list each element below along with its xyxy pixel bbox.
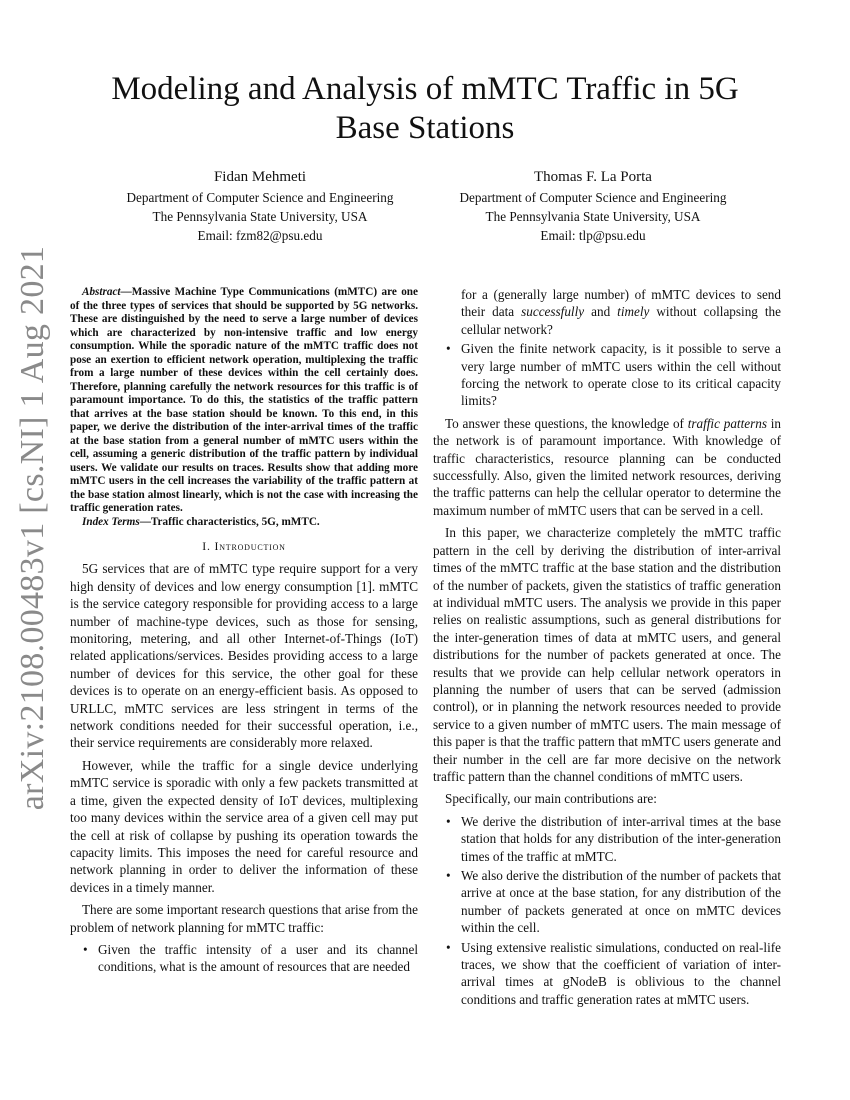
research-question-2: • Given the finite network capacity, is it possible to serve a very large number of mMTC users within the cell without forcing the network to operate close to its critical capacity limits? [461,340,781,410]
intro-paragraph-2: However, while the traffic for a single device underlying mMTC service is sporadic with only a few packets transmitted at a time, given the expected density of IoT devices, multiplexing too many devices within the service area of a given cell may put the cell at risk of collapse by pushing its operation towards the capacity limits. This imposes the need for careful resource and network planning in order to deliver the information of these devices in a timely manner. [70,757,418,895]
intro-paragraph-6: Specifically, our main contributions are: [445,791,657,807]
author-university: The Pennsylvania State University, USA [485,209,701,224]
intro-paragraph-3: There are some important research questions that arise from the problem of network planning for mMTC traffic: [70,902,418,935]
author-block-2 [428,166,758,245]
index-terms-label: Index Terms [82,515,140,528]
author-email: Email: fzm82@psu.edu [197,228,323,243]
author-university: The Pennsylvania State University, USA [152,209,368,224]
research-questions-list [70,941,418,976]
emphasis-successfully: successfully [521,304,585,320]
contributions-list [433,813,781,1008]
author-department: Department of Computer Science and Engineering [459,190,727,205]
left-column [70,286,418,981]
text-fragment: in the network is of paramount importance. With knowledge of traffic characteristics, resource planning can be conducted successfully. Also, given the limited network resources, deriving the traffic patterns can help the cellular operator to determine the maximum number of mMTC users that can be served in a cell. [433,415,782,518]
abstract [70,286,418,516]
index-terms-text: —Traffic characteristics, 5G, mMTC. [139,515,320,528]
author-email: Email: tlp@psu.edu [540,228,646,243]
emphasis-traffic-patterns: traffic patterns [687,415,767,431]
author-department: Department of Computer Science and Engineering [126,190,394,205]
research-question-1-start: • Given the traffic intensity of a user and its channel conditions, what is the amount of resources that are needed [98,941,418,976]
arxiv-identifier-stamp: arXiv:2108.00483v1 [cs.NI] 1 Aug 2021 [14,245,51,811]
text-fragment: To answer these questions, the knowledge of [445,415,688,431]
contribution-item: • We also derive the distribution of the number of packets that arrive at once at the base station, for any distribution of the number of packets generated at once on mMTC devices within the cell. [461,867,781,937]
index-terms [70,516,418,530]
intro-paragraph-5: In this paper, we characterize completely the mMTC traffic pattern in the cell by deriving the distribution of inter-arrival times of the mMTC traffic at the base station and the distribution of the number of packets, given the statistics of traffic generation at individual mMTC users. The analysis we provide in this paper relies on realistic assumptions, such as general distributions for the inter-generation times of data at mMTC users, and general distributions for the number of packets generated at once. The results that we provide can help cellular network operators in planning the number of users that can be served (admission control), or in planning the network resources needed to provide service to a given number of mMTC users. The main message of this paper is that the traffic pattern that mMTC users generate and their number in the cell are far more decisive on the network traffic pattern than the channel conditions of mMTC users. [433,525,781,784]
text-fragment: without collapsing the cellular network? [461,304,781,337]
contribution-item: • We derive the distribution of inter-arrival times at the base station that holds for any distribution of the inter-generation times of the traffic at mMTC. [461,813,781,865]
text-fragment: and [584,304,618,320]
author-block-1 [95,166,425,245]
intro-paragraph-4 [433,415,781,519]
emphasis-timely: timely [617,304,650,320]
section-heading-introduction: I. Introduction [202,539,286,553]
abstract-label: Abstract [82,286,121,298]
abstract-text: —Massive Machine Type Communications (mMTC) are one of the three types of services that should be supported by 5G networks. These are distinguished by the need to serve a large number of devices which are characterized by non-intensive traffic and low energy consumption. While the sporadic nature of the mMTC traffic does not pose an exertion to efficient network operation, multiplexing the traffic from a large number of these devices within the cell certainly does. Therefore, planning carefully the network resources for this traffic is of paramount importance. To do this, the statistics of the traffic pattern that arrives at the base station should be known. To this end, in this paper, we derive the distribution of the inter-arrival times of the traffic at the base station from a general number of mMTC users within the cell, assuming a generic distribution of the traffic pattern by individual users. We validate our results on traces. Results show that adding more mMTC users in the cell increases the variability of the traffic pattern at the base station almost linearly, which is not the case with increasing the traffic generation rates. [70,286,418,514]
paper-title: Modeling and Analysis of mMTC Traffic in 5G Base Stations [111,71,739,146]
research-question-1-end: for a (generally large number) of mMTC devices to send their data successfully and timely without collapsing the cellular network? [461,287,781,337]
author-name: Thomas F. La Porta [534,169,652,185]
intro-paragraph-1: 5G services that are of mMTC type require support for a very high density of devices and low energy consumption [1]. mMTC is the service category responsible for providing access to a large number of machine-type devices, such as those for sensing, monitoring, metering, and all other Internet-of-Things (IoT) related applications/services. Besides providing access to a large number of devices for this service, the other goal for these devices is to operate on an energy-efficient basis. As opposed to URLLC, mMTC services are less stringent in terms of the network conditions needed for their successful operation, i.e., their service requirements are considerably more relaxed. [70,561,418,751]
right-column [433,286,781,1013]
research-questions-list-continued [433,286,781,410]
author-name: Fidan Mehmeti [213,169,307,185]
contribution-item: • Using extensive realistic simulations, conducted on real-life traces, we show that the coefficient of variation of inter-arrival times at gNodeB is oblivious to the channel conditions and traffic generation rates at mMTC users. [461,939,781,1009]
